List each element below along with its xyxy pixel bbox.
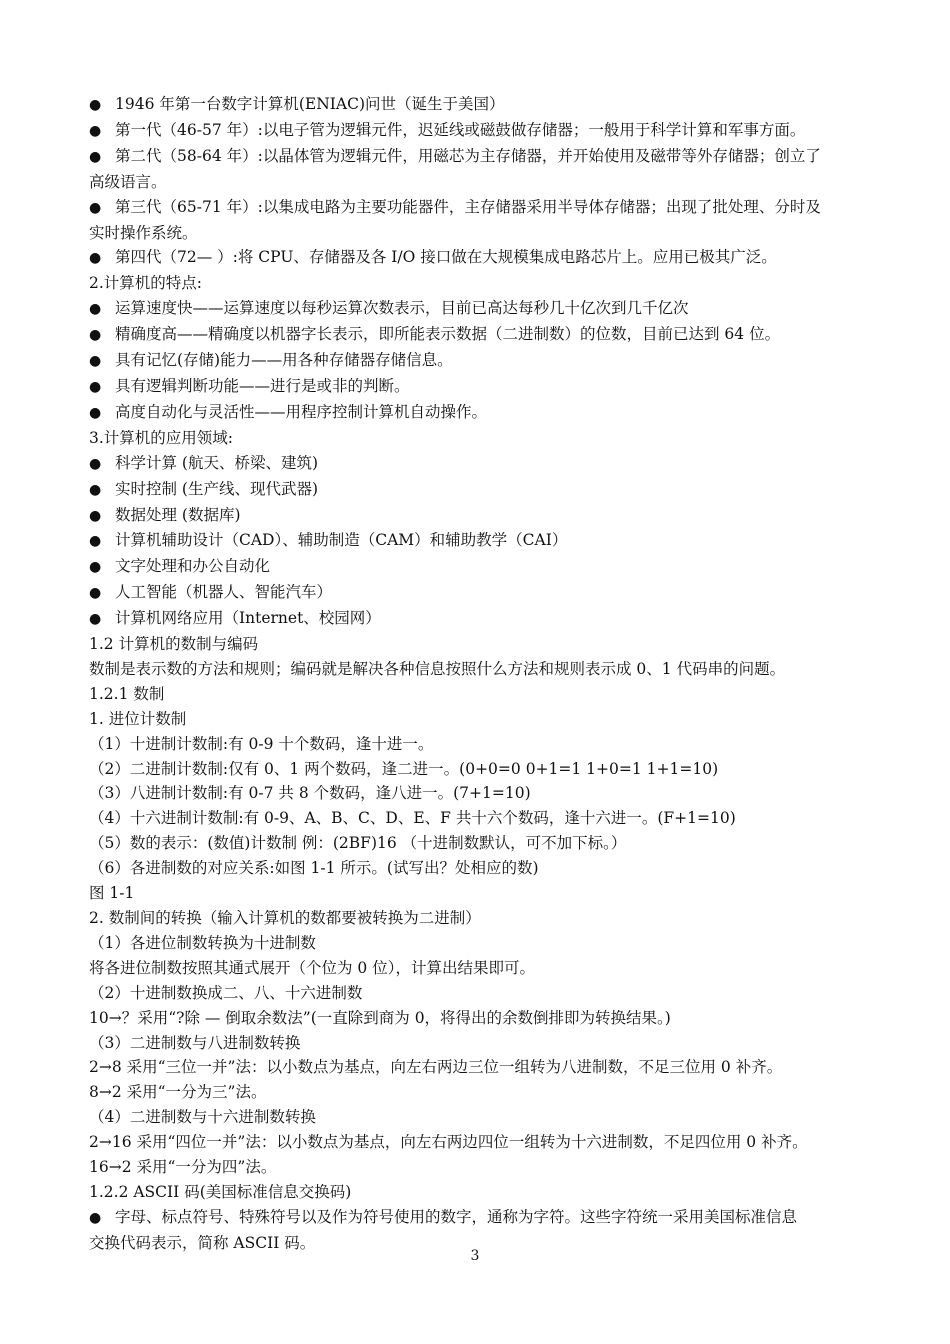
bullet-icon [89,503,115,529]
bullet-text: 字母、标点符号、特殊符号以及作为符号使用的数字，通称为字符。这些字符统一采用美国标准信息 [115,1207,798,1226]
bullet-icon [89,606,115,632]
bullet-item [89,400,871,426]
bullet-text: 计算机网络应用（Internet、校园网） [115,609,381,628]
bullet-icon [89,118,115,144]
text-line: 3.计算机的应用领域: [89,428,234,447]
bullet-item [89,348,871,374]
bullet-text: 具有逻辑判断功能——进行是或非的判断。 [115,376,410,395]
continuation-line: 交换代码表示，简称 ASCII 码。 [89,1233,316,1252]
bullet-icon [89,348,115,374]
text-line: 1.2.2 ASCII 码(美国标准信息交换码) [89,1182,352,1201]
text-line: 数制是表示数的方法和规则；编码就是解决各种信息按照什么方法和规则表示成 0、1 代码串的问题。 [89,659,786,678]
bullet-text: 第二代（58-64 年）:以晶体管为逻辑元件，用磁芯为主存储器，并开始使用及磁带等外存储器；创立了 [115,146,821,165]
bullet-text: 具有记忆(存储)能力——用各种存储器存储信息。 [115,351,453,370]
text-line: 将各进位制数按照其通式展开（个位为 0 位），计算出结果即可。 [89,958,535,977]
bullet-icon [89,296,115,322]
bullet-item [89,296,871,322]
text-line: 2. 数制间的转换（输入计算机的数都要被转换为二进制） [89,909,481,927]
bullet-text: 第四代（72— ）:将 CPU、存储器及各 I/O 接口做在大规模集成电路芯片上。应用已极其广泛。 [115,248,777,267]
text-line: （2）二进制计数制:仅有 0、1 两个数码，逢二进一。(0+0=0 0+1=1 1+0=1 1+1=10) [89,759,719,778]
bullet-icon [89,451,115,477]
text-line: （4）二进制数与十六进制数转换 [89,1108,316,1127]
text-line: 10→？采用“?除 — 倒取余数法”(一直除到商为 0，将得出的余数倒排即为转换结果。) [89,1008,671,1027]
bullet-text: 高度自动化与灵活性——用程序控制计算机自动操作。 [115,402,488,421]
continuation-line: 实时操作系统。 [89,223,198,242]
text-line: 2→8 采用“三位一并”法：以小数点为基点，向左右两边三位一组转为八进制数，不足三位用 0 补齐。 [89,1058,783,1077]
text-line: （3）八进制计数制:有 0-7 共 8 个数码，逢八进一。(7+1=10) [89,784,531,803]
bullet-text: 第三代（65-71 年）:以集成电路为主要功能器件，主存储器采用半导体存储器；出现了批处理、分时及 [115,197,821,216]
bullet-item [89,528,871,554]
text-line: 2→16 采用“四位一并”法：以小数点为基点，向左右两边四位一组转为十六进制数，不足四位用 0 补齐。 [89,1133,808,1152]
text-line: （2）十进制数换成二、八、十六进制数 [89,983,363,1002]
bullet-icon [89,144,115,170]
bullet-item [89,554,871,580]
bullet-icon [89,322,115,348]
bullet-text: 运算速度快——运算速度以每秒运算次数表示，目前已高达每秒几十亿次到几千亿次 [115,299,689,318]
bullet-text: 第一代（46-57 年）:以电子管为逻辑元件，迟延线或磁鼓做存储器；一般用于科学计算和军事方面。 [115,120,806,139]
bullet-text: 数据处理 (数据库) [115,505,241,524]
bullet-icon [89,554,115,580]
bullet-item [89,245,871,271]
bullet-text: 人工智能（机器人、智能汽车） [115,583,333,602]
bullet-icon [89,1205,115,1231]
bullet-text: 计算机辅助设计（CAD）、辅助制造（CAM）和辅助教学（CAI） [115,531,568,550]
bullet-text: 实时控制 (生产线、现代武器) [115,479,319,498]
text-line: 1. 进位计数制 [89,709,187,728]
text-line: （1）十进制计数制:有 0-9 十个数码，逢十进一。 [89,734,434,753]
text-line: （3）二进制数与八进制数转换 [89,1033,301,1052]
text-line: （6）各进制数的对应关系:如图 1-1 所示。(试写出？处相应的数) [89,859,539,878]
page-content [89,92,871,1256]
bullet-item [89,477,871,503]
bullet-icon [89,400,115,426]
bullet-text: 1946 年第一台数字计算机(ENIAC)问世（诞生于美国） [115,95,505,113]
bullet-icon [89,245,115,271]
bullet-item [89,374,871,400]
bullet-item [89,144,871,170]
bullet-item [89,322,871,348]
bullet-item [89,118,871,144]
bullet-icon [89,477,115,503]
continuation-line: 高级语言。 [89,172,167,191]
bullet-text: 文字处理和办公自动化 [115,557,271,576]
text-line: 1.2.1 数制 [89,684,165,703]
text-line: 8→2 采用“一分为三”法。 [89,1083,267,1102]
bullet-text: 精确度高——精确度以机器字长表示，即所能表示数据（二进制数）的位数，目前已达到 64 位。 [115,325,781,344]
bullet-icon [89,92,115,118]
page-number: 3 [470,1248,480,1264]
bullet-item [89,1205,871,1231]
text-line: 图 1-1 [89,884,135,903]
bullet-icon [89,528,115,554]
bullet-item [89,451,871,477]
bullet-icon [89,195,115,221]
text-line: （1）各进位制数转换为十进制数 [89,933,316,952]
bullet-item [89,195,871,221]
text-line: （5）数的表示：(数值)计数制 例：(2BF)16 （十进制数默认，可不加下标。） [89,834,627,853]
bullet-item [89,580,871,606]
bullet-item [89,606,871,632]
text-line: （4）十六进制计数制:有 0-9、A、B、C、D、E、F 共十六个数码，逢十六进一。(F+1=10) [89,809,736,828]
text-line: 2.计算机的特点: [89,274,203,293]
text-line: 1.2 计算机的数制与编码 [89,635,259,654]
bullet-item [89,92,871,118]
bullet-item [89,503,871,529]
bullet-icon [89,374,115,400]
bullet-icon [89,580,115,606]
bullet-text: 科学计算 (航天、桥梁、建筑) [115,453,319,472]
text-line: 16→2 采用“一分为四”法。 [89,1158,277,1177]
